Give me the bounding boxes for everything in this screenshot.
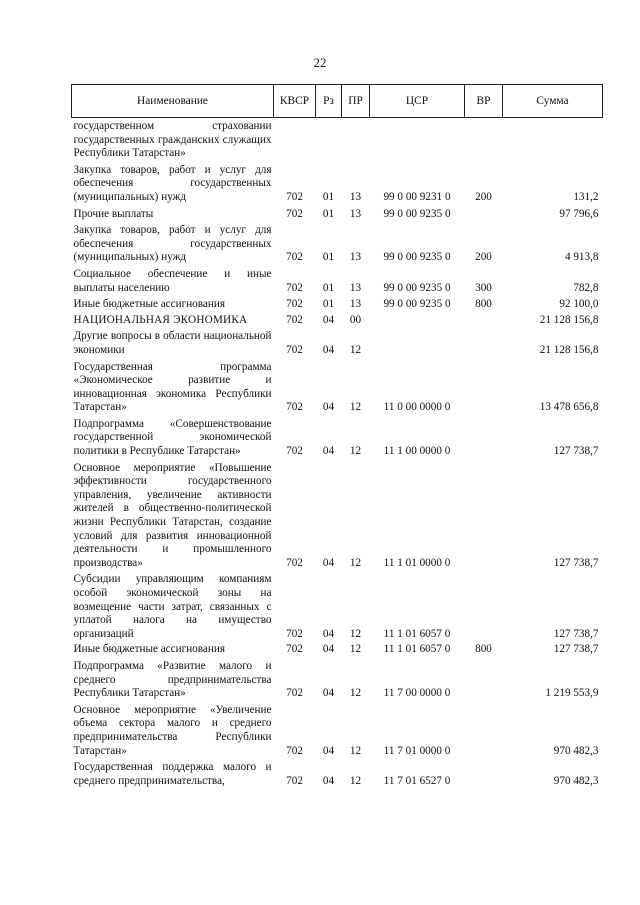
cell-kvsr: 702 — [286, 401, 303, 414]
cell-rz: 04 — [322, 343, 335, 356]
table-row — [72, 312, 603, 328]
table-row — [72, 570, 603, 641]
cell-csr: 11 1 01 6057 0 — [383, 627, 451, 640]
cell-pr: 13 — [349, 251, 362, 264]
cell-pr: 13 — [349, 298, 362, 311]
cell-sum: 4 913,8 — [564, 251, 599, 264]
cell-csr: 11 1 01 6057 0 — [383, 643, 451, 656]
cell-sum — [503, 118, 603, 161]
cell-vr — [465, 312, 503, 328]
table-row — [72, 758, 603, 788]
cell-name: Другие вопросы в области национальной экономики — [73, 330, 272, 356]
table-body — [72, 118, 603, 789]
table-row — [72, 327, 603, 357]
cell-rz: 04 — [322, 401, 335, 414]
cell-kvsr: 702 — [286, 627, 303, 640]
header-name: Наименование — [72, 85, 274, 118]
cell-csr: 11 1 00 0000 0 — [383, 445, 451, 458]
cell-csr: 99 0 00 9235 0 — [383, 207, 451, 220]
cell-name: Государственная поддержка малого и среднего предпринимательства, — [73, 761, 272, 787]
cell-name: Основное мероприятие «Увеличение объема сектора малого и среднего предпринимательства Республики Татарстан» — [73, 703, 272, 757]
cell-rz: 04 — [322, 445, 335, 458]
page-number: 22 — [313, 55, 327, 70]
cell-name: Основное мероприятие «Повышение эффективности государственного управления, увеличение активности жителей в общественно-политической жизни Республики Татарстан, создание условий для развития инновационной деятельности и промышленного производства» — [73, 461, 272, 569]
cell-rz: 04 — [322, 744, 335, 757]
cell-rz: 04 — [322, 687, 335, 700]
cell-name: Закупка товаров, работ и услуг для обеспечения государственных (муниципальных) нужд — [73, 224, 272, 264]
cell-kvsr: 702 — [286, 687, 303, 700]
header-vr: ВР — [465, 85, 503, 118]
table-row — [72, 118, 603, 161]
cell-sum: 970 482,3 — [553, 774, 599, 787]
cell-pr: 00 — [349, 313, 362, 326]
cell-name: Закупка товаров, работ и услуг для обеспечения государственных (муниципальных) нужд — [73, 163, 272, 203]
cell-sum: 131,2 — [573, 190, 599, 203]
table-row — [72, 358, 603, 415]
cell-pr: 12 — [349, 556, 362, 569]
cell-sum: 21 128 156,8 — [539, 313, 599, 326]
cell-name: Прочие выплаты — [73, 207, 154, 220]
cell-vr — [465, 327, 503, 357]
table-row — [72, 641, 603, 657]
cell-sum: 970 482,3 — [553, 744, 599, 757]
cell-name: НАЦИОНАЛЬНАЯ ЭКОНОМИКА — [73, 313, 248, 326]
header-pr: ПР — [342, 85, 370, 118]
cell-kvsr: 702 — [286, 343, 303, 356]
cell-vr: 200 — [475, 190, 492, 203]
cell-rz: 04 — [322, 627, 335, 640]
budget-table — [71, 84, 603, 788]
cell-vr — [465, 570, 503, 641]
cell-rz — [316, 118, 342, 161]
cell-rz: 01 — [322, 251, 335, 264]
cell-csr — [370, 327, 465, 357]
cell-pr — [342, 118, 370, 161]
header-csr: ЦСР — [370, 85, 465, 118]
cell-vr — [465, 415, 503, 459]
cell-vr — [465, 657, 503, 701]
cell-name: Социальное обеспечение и иные выплаты населению — [73, 267, 272, 294]
cell-csr: 11 7 01 6527 0 — [383, 774, 451, 787]
cell-csr — [370, 312, 465, 328]
cell-kvsr: 702 — [286, 556, 303, 569]
cell-sum: 92 100,0 — [559, 298, 599, 311]
cell-kvsr: 702 — [286, 281, 303, 294]
table-row — [72, 701, 603, 758]
cell-csr: 99 0 00 9235 0 — [383, 298, 451, 311]
cell-name: Иные бюджетные ассигнования — [73, 298, 225, 311]
cell-pr: 12 — [349, 744, 362, 757]
cell-csr: 99 0 00 9231 0 — [383, 190, 451, 203]
cell-name: Подпрограмма «Совершенствование государственной экономической политики в Республике Татарстан» — [73, 417, 272, 458]
cell-vr — [465, 459, 503, 571]
cell-csr: 99 0 00 9235 0 — [383, 281, 451, 294]
cell-csr: 99 0 00 9235 0 — [383, 251, 451, 264]
cell-vr — [465, 701, 503, 758]
cell-vr — [465, 358, 503, 415]
cell-pr: 12 — [349, 401, 362, 414]
table-row — [72, 221, 603, 265]
cell-pr: 13 — [349, 190, 362, 203]
cell-vr: 800 — [475, 298, 492, 311]
header-rz: Рз — [316, 85, 342, 118]
cell-rz: 01 — [322, 190, 335, 203]
cell-csr: 11 0 00 0000 0 — [383, 401, 451, 414]
cell-sum: 21 128 156,8 — [539, 343, 599, 356]
cell-pr: 12 — [349, 445, 362, 458]
cell-rz: 01 — [322, 281, 335, 294]
table-row — [72, 657, 603, 701]
cell-sum: 97 796,6 — [559, 207, 599, 220]
cell-pr: 12 — [349, 627, 362, 640]
header-row — [72, 85, 603, 118]
cell-csr: 11 7 01 0000 0 — [383, 744, 451, 757]
cell-kvsr: 702 — [286, 744, 303, 757]
cell-rz: 04 — [322, 556, 335, 569]
cell-sum: 13 478 656,8 — [539, 401, 599, 414]
cell-name: Субсидии управляющим компаниям особой экономической зоны на возмещение части затрат, связанных с уплатой налога на имущество организаций — [73, 573, 272, 640]
cell-vr: 200 — [475, 251, 492, 264]
header-sum: Сумма — [503, 85, 603, 118]
cell-sum: 127 738,7 — [553, 445, 599, 458]
cell-sum: 127 738,7 — [553, 643, 599, 656]
cell-rz: 04 — [322, 643, 335, 656]
cell-kvsr: 702 — [286, 207, 303, 220]
cell-rz: 04 — [322, 774, 335, 787]
cell-kvsr: 702 — [286, 313, 303, 326]
cell-csr: 11 1 01 0000 0 — [383, 556, 451, 569]
cell-kvsr: 702 — [286, 445, 303, 458]
cell-pr: 13 — [349, 281, 362, 294]
table-row — [72, 415, 603, 459]
header-kvsr: КВСР — [274, 85, 316, 118]
cell-csr — [370, 118, 465, 161]
table-row — [72, 459, 603, 571]
table-row — [72, 265, 603, 295]
cell-pr: 13 — [349, 207, 362, 220]
table-row — [72, 161, 603, 205]
cell-vr — [465, 205, 503, 222]
cell-pr: 12 — [349, 687, 362, 700]
table-header — [72, 85, 603, 118]
cell-name: Иные бюджетные ассигнования — [73, 643, 225, 656]
cell-kvsr: 702 — [286, 190, 303, 203]
cell-pr: 12 — [349, 643, 362, 656]
cell-vr — [465, 758, 503, 788]
table-row — [72, 205, 603, 222]
cell-csr: 11 7 00 0000 0 — [383, 687, 451, 700]
cell-rz: 01 — [322, 207, 335, 220]
cell-vr: 800 — [475, 643, 492, 656]
cell-name: Подпрограмма «Развитие малого и среднего предпринимательства Республики Татарстан» — [73, 659, 272, 700]
table-row — [72, 295, 603, 312]
cell-sum: 127 738,7 — [553, 627, 599, 640]
cell-kvsr: 702 — [286, 643, 303, 656]
cell-rz: 04 — [322, 313, 335, 326]
cell-name: государственном страховании государственных гражданских служащих Республики Татарстан» — [73, 120, 272, 160]
cell-sum: 1 219 553,9 — [545, 687, 599, 700]
cell-pr: 12 — [349, 774, 362, 787]
cell-kvsr: 702 — [286, 251, 303, 264]
cell-name: Государственная программа «Экономическое развитие и инновационная экономика Республики Татарстан» — [73, 360, 272, 414]
cell-sum: 782,8 — [573, 281, 599, 294]
cell-pr: 12 — [349, 343, 362, 356]
cell-vr: 300 — [475, 281, 492, 294]
cell-sum: 127 738,7 — [553, 556, 599, 569]
cell-kvsr: 702 — [286, 298, 303, 311]
cell-kvsr: 702 — [286, 774, 303, 787]
cell-rz: 01 — [322, 298, 335, 311]
cell-kvsr — [274, 118, 316, 161]
cell-vr — [465, 118, 503, 161]
